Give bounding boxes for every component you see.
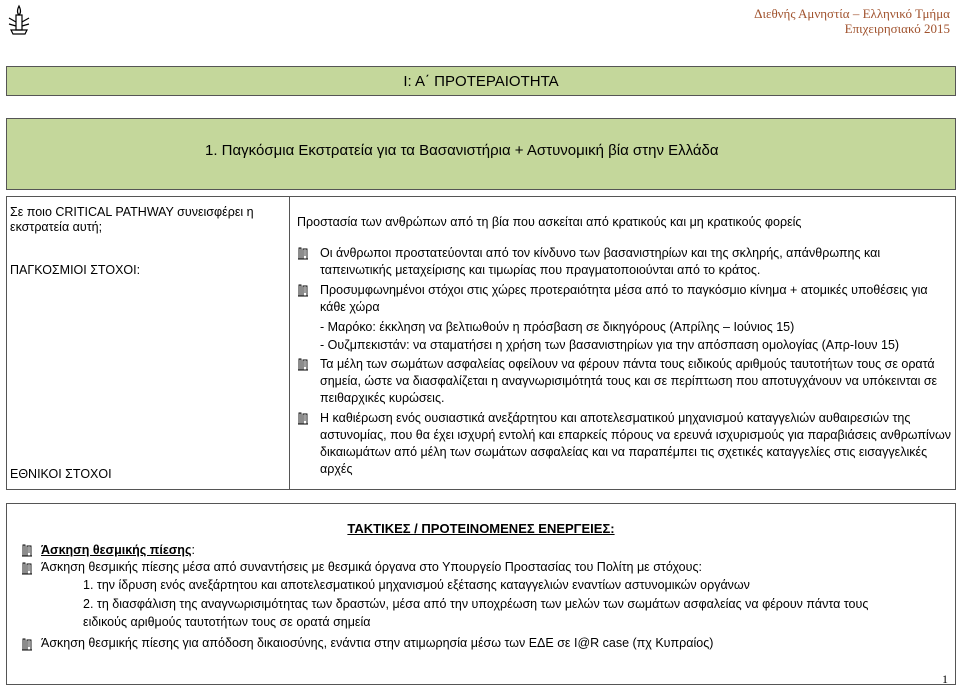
national-goals-label: ΕΘΝΙΚΟΙ ΣΤΟΧΟΙ: [10, 467, 112, 481]
critical-pathway-question: Σε ποιο CRITICAL PATHWAY συνεισφέρει η εκστρατεία αυτή;: [10, 205, 254, 234]
page-number: 1: [942, 672, 948, 686]
section-title: Ι: Α΄ ΠΡΟΤΕΡΑΙΟΤΗΤΑ: [403, 73, 559, 90]
candle-bullet-icon: [21, 562, 34, 575]
campaign-title-bar: [6, 118, 956, 190]
candle-bullet-icon: [21, 544, 34, 557]
global-goals-label: ΠΑΓΚΟΣΜΙΟΙ ΣΤΟΧΟΙ:: [10, 263, 141, 277]
global-goal-item: Προσυμφωνημένοι στόχοι στις χώρες προτεραιότητα μέσα από το παγκόσμιο κίνημα + ατομικές υποθέσεις για κάθε χώρα: [320, 283, 928, 314]
candle-bullet-icon: [297, 412, 310, 425]
tactics-section: [6, 503, 956, 685]
candle-bullet-icon: [297, 358, 310, 371]
candle-bullet-icon: [297, 284, 310, 297]
country-case: - Μαρόκο: έκκληση να βελτιωθούν η πρόσβαση σε δικηγόρους (Απρίλης – Ιούνιος 15): [320, 320, 795, 334]
national-goal-item: Τα μέλη των σωμάτων ασφαλείας οφείλουν να φέρουν πάντα τους ειδικούς αριθμούς ταυτοτήτων τους σε ορατά σημεία, ώστε να διασφαλίζεται η αναγνωρισιμότητά τους και σε περίπτωση που αποτυγχάνουν να υπόκεινται σε πειθαρχικές κυρώσεις.: [320, 357, 938, 405]
organization-name: Διεθνής Αμνηστία – Ελληνικό Τμήμα: [754, 6, 950, 21]
tactic-goal: 2. τη διασφάλιση της αναγνωρισιμότητας των δραστών, μέσα από την υποχρέωση των μελών των σωμάτων ασφαλείας να φέρουν πάντα τους: [83, 597, 869, 611]
objectives-matrix: [6, 196, 956, 490]
tactic-intro: Άσκηση θεσμικής πίεσης μέσα από συναντήσεις με θεσμικά όργανα στο Υπουργείο Προστασίας του Πολίτη με στόχους:: [41, 560, 702, 574]
priority-section-bar: [6, 66, 956, 96]
country-case: - Ουζμπεκιστάν: να σταματήσει η χρήση των βασανιστηρίων για την απόσπαση ομολογίας (Απρ-Ιουν 15): [320, 338, 900, 352]
tactic-heading: Άσκηση θεσμικής πίεσης:: [41, 543, 195, 557]
tactic-item: Άσκηση θεσμικής πίεσης για απόδοση δικαιοσύνης, ενάντια στην ατιμωρησία μέσω των ΕΔΕ σε I@R case (πχ Κυπραίος): [41, 636, 714, 650]
tactic-goal: 1. την ίδρυση ενός ανεξάρτητου και αποτελεσματικού μηχανισμού εξέτασης καταγγελιών εναντίων αστυνομικών οργάνων: [83, 578, 750, 592]
plan-name: Επιχειρησιακό 2015: [844, 21, 950, 36]
national-goal-item: Η καθιέρωση ενός ουσιαστικά ανεξάρτητου και αποτελεσματικού μηχανισμού καταγγελιών αυθαιρεσιών της αστυνομίας, που θα έχει ισχυρή εντολή και επαρκείς πόρους να ερευνά ισχυρισμούς για παραβιάσεις ανθρωπίνων δικαιωμάτων από μέλη των σωμάτων ασφαλείας και να παραπέμπει τις σχετικές καταγγελίες στις εισαγγελικές αρχές: [320, 411, 952, 476]
global-goal-item: Οι άνθρωποι προστατεύονται από τον κίνδυνο των βασανιστηρίων και της σκληρής, απάνθρωπης και ταπεινωτικής μεταχείρισης και τιμωρίας που πραγματοποιούνται από το κράτος.: [320, 246, 881, 277]
campaign-title: 1. Παγκόσμια Εκστρατεία για τα Βασανιστήρια + Αστυνομική βία στην Ελλάδα: [205, 142, 719, 159]
tactic-goal-continued: ειδικούς αριθμούς ταυτοτήτων τους σε ορατά σημεία: [83, 615, 371, 629]
document-header: [754, 6, 950, 36]
column-divider: [289, 197, 290, 489]
pathway-text: Προστασία των ανθρώπων από τη βία που ασκείται από κρατικούς και μη κρατικούς φορείς: [297, 215, 802, 229]
candle-bullet-icon: [297, 247, 310, 260]
amnesty-candle-logo: [6, 4, 32, 36]
candle-bullet-icon: [21, 638, 34, 651]
tactics-title: ΤΑΚΤΙΚΕΣ / ΠΡΟΤΕΙΝΟΜΕΝΕΣ ΕΝΕΡΓΕΙΕΣ:: [347, 521, 615, 536]
